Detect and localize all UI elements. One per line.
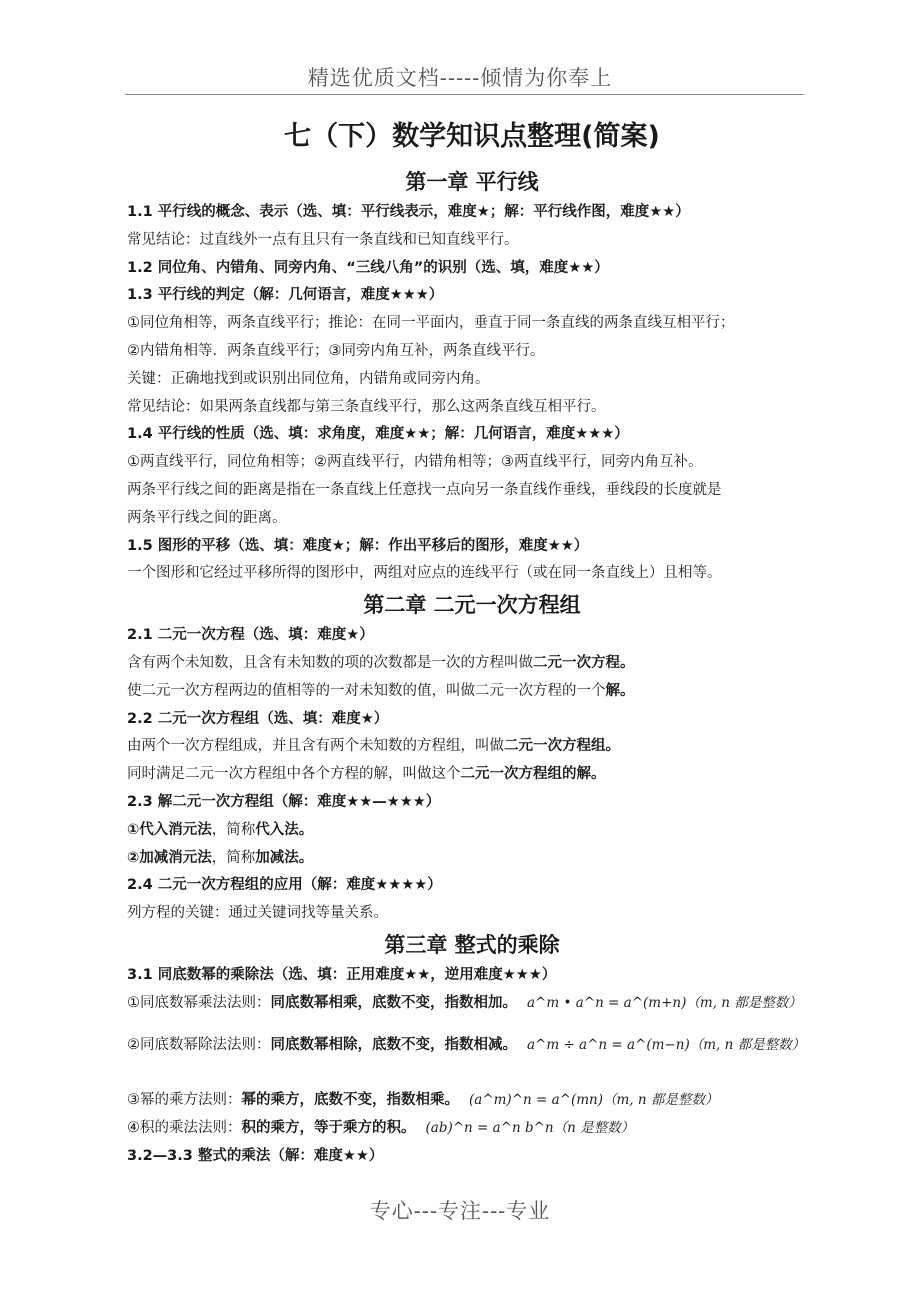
rule-line	[127, 1115, 817, 1143]
paragraph: 一个图形和它经过平移所得的图形中，两组对应点的连线平行（或在同一条直线上）且相等。	[127, 565, 722, 582]
bold-term: 积的乘方，等于乘方的积。	[241, 1120, 416, 1137]
spacer	[127, 1073, 817, 1087]
section-1-4: 1.4 平行线的性质（选、填：求角度，难度★★；解：几何语言，难度★★★）	[127, 426, 629, 443]
paragraph: 两条平行线之间的距离。	[127, 509, 287, 526]
paragraph: 常见结论：过直线外一点有且只有一条直线和已知直线平行。	[127, 231, 519, 248]
paragraph: 关键：正确地找到或识别出同位角，内错角或同旁内角。	[127, 370, 490, 387]
rule-line	[127, 1087, 817, 1115]
bold-term: 加减法。	[255, 849, 314, 866]
section-1-1: 1.1 平行线的概念、表示（选、填：平行线表示，难度★；解：平行线作图，难度★★）	[127, 204, 690, 220]
paragraph: 两条平行线之间的距离是指在一条直线上任意找一点向另一条直线作垂线，垂线段的长度就是	[127, 481, 722, 498]
paragraph	[127, 817, 817, 845]
spacer	[127, 1059, 817, 1073]
formula: (ab)^n = a^n b^n（n 是整数）	[425, 1120, 635, 1137]
bold-term: 二元一次方程组。	[504, 738, 620, 755]
text: ，简称	[211, 821, 256, 838]
chapter-2-title: 第二章 二元一次方程组	[363, 593, 581, 618]
paragraph: ①同位角相等，两条直线平行；推论：在同一平面内，垂直于同一条直线的两条直线互相平行；	[127, 315, 735, 332]
section-1-5: 1.5 图形的平移（选、填：难度★；解：作出平移后的图形，难度★★）	[127, 537, 589, 554]
bold-term: 代入法。	[255, 821, 314, 838]
page-footer: 专心---专注---专业	[369, 1199, 551, 1223]
section-3-2: 3.2—3.3 整式的乘法（解：难度★★）	[127, 1147, 384, 1164]
text: ②同底数幂除法法则：	[127, 1036, 271, 1053]
paragraph	[127, 650, 817, 678]
rule-line	[127, 990, 817, 1018]
page-header: 精选优质文档-----倾情为你奉上	[307, 66, 613, 90]
formula: a^m • a^n = a^(m+n)（m, n 都是整数）	[527, 994, 802, 1011]
document-body	[127, 118, 817, 1171]
header-rule	[125, 94, 804, 95]
paragraph: ②内错角相等．两条直线平行；③同旁内角互补，两条直线平行。	[127, 342, 545, 359]
bold-term: 同底数幂相乘，底数不变，指数相加。	[270, 994, 517, 1011]
text: ①同底数幂乘法法则：	[127, 994, 271, 1011]
section-2-2: 2.2 二元一次方程组（选、填：难度★）	[127, 710, 389, 727]
bold-term: 幂的乘方，底数不变，指数相乘。	[241, 1092, 459, 1109]
paragraph: ①两直线平行，同位角相等；②两直线平行，内错角相等；③两直线平行，同旁内角互补。	[127, 454, 703, 471]
section-2-3: 2.3 解二元一次方程组（解：难度★★—★★★）	[127, 793, 441, 810]
chapter-3-title: 第三章 整式的乘除	[384, 932, 560, 957]
paragraph	[127, 678, 817, 706]
paragraph	[127, 761, 817, 789]
paragraph: 列方程的关键：通过关键词找等量关系。	[127, 905, 388, 922]
bold-term: ①代入消元法	[127, 821, 212, 838]
formula: a^m ÷ a^n = a^(m−n)（m, n 都是整数）	[527, 1036, 806, 1053]
paragraph	[127, 733, 817, 761]
section-3-1: 3.1 同底数幂的乘除法（选、填：正用难度★★，逆用难度★★★）	[127, 966, 557, 983]
bold-term: 二元一次方程。	[533, 654, 635, 671]
text: ④积的乘法法则：	[127, 1120, 242, 1137]
bold-term: ②加减消元法	[127, 849, 212, 866]
section-2-1: 2.1 二元一次方程（选、填：难度★）	[127, 627, 374, 644]
text: ，简称	[211, 849, 256, 866]
chapter-1-title: 第一章 平行线	[405, 170, 539, 194]
text: 含有两个未知数，且含有未知数的项的次数都是一次的方程叫做	[127, 654, 533, 671]
paragraph: 常见结论：如果两条直线都与第三条直线平行，那么这两条直线互相平行。	[127, 398, 606, 415]
bold-term: 解。	[605, 682, 635, 699]
bold-term: 二元一次方程组的解。	[460, 766, 606, 783]
formula: (a^m)^n = a^(mn)（m, n 都是整数）	[469, 1092, 719, 1109]
spacer	[127, 1018, 817, 1032]
section-2-4: 2.4 二元一次方程组的应用（解：难度★★★★）	[127, 877, 442, 894]
text: 使二元一次方程两边的值相等的一对未知数的值，叫做二元一次方程的一个	[127, 682, 606, 699]
text: 同时满足二元一次方程组中各个方程的解，叫做这个	[127, 766, 461, 783]
text: ③幂的乘方法则：	[127, 1092, 242, 1109]
rule-line	[127, 1032, 817, 1060]
section-1-2: 1.2 同位角、内错角、同旁内角、“三线八角”的识别（选、填，难度★★）	[127, 259, 609, 276]
bold-term: 同底数幂相除，底数不变，指数相减。	[270, 1036, 517, 1053]
paragraph	[127, 845, 817, 873]
section-1-3: 1.3 平行线的判定（解：几何语言，难度★★★）	[127, 287, 444, 304]
document-title: 七（下）数学知识点整理(简案)	[284, 121, 660, 152]
text: 由两个一次方程组成，并且含有两个未知数的方程组，叫做	[127, 738, 504, 755]
